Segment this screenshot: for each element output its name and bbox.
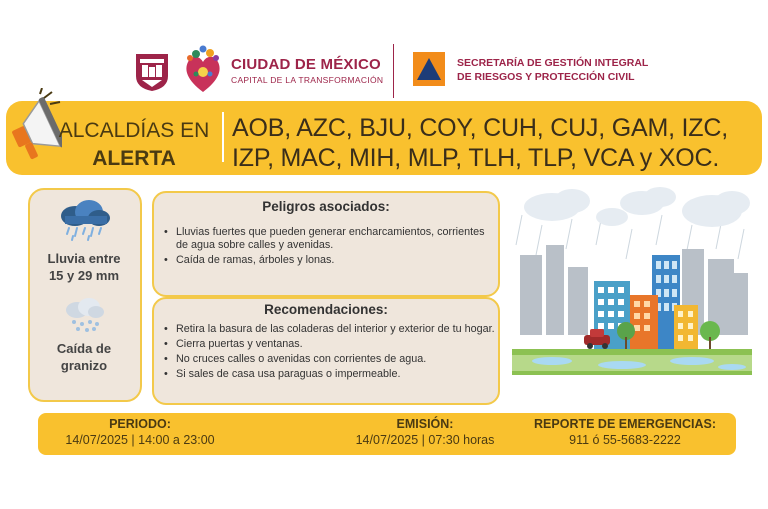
emergency-info	[522, 417, 728, 449]
alert-label-line1: ALCALDÍAS EN	[58, 119, 210, 142]
cdmx-title: CIUDAD DE MÉXICO	[231, 56, 381, 73]
municipality-codes-line2: IZP, MAC, MIH, MLP, TLH, TLP, VCA y XOC.	[232, 144, 720, 172]
alert-label-line2: ALERTA	[92, 147, 176, 170]
hail-label	[30, 340, 138, 374]
emission-info	[330, 417, 520, 449]
alert-label	[44, 117, 224, 173]
rain-cloud-icon	[55, 198, 113, 242]
heart-emblem-logo	[182, 44, 224, 96]
cdmx-subtitle: CAPITAL DE LA TRANSFORMACIÓN	[231, 75, 384, 85]
list-item: • No cruces calles o avenidas con corrientes de agua.	[160, 353, 496, 366]
civil-protection-logo	[412, 51, 446, 87]
period-value: 14/07/2025 | 14:00 a 23:00	[65, 433, 215, 447]
emergency-phone: 911 ó 55-5683-2222	[569, 433, 681, 447]
cdmx-brand	[231, 56, 383, 85]
list-item: • Cierra puertas y ventanas.	[160, 338, 496, 351]
period-label: PERIODO:	[109, 417, 171, 431]
list-item: • Lluvias fuertes que pueden generar encharcamientos, corrientes de agua sobre calles y avenidas.	[160, 226, 496, 252]
cdmx-shield-logo	[134, 52, 170, 92]
period-info	[50, 417, 230, 449]
list-item: • Caída de ramas, árboles y lonas.	[160, 254, 496, 267]
hazards-title: Peligros asociados:	[262, 199, 390, 214]
agency-name	[457, 56, 648, 84]
list-item: • Si sales de casa usa paraguas o impermeable.	[160, 368, 496, 381]
rain-label	[30, 250, 138, 284]
rainy-city-illustration	[512, 185, 752, 390]
recommendations-title: Recomendaciones:	[264, 302, 388, 317]
banner-divider	[222, 112, 224, 162]
rain-label-line1: Lluvia entre	[47, 251, 121, 266]
rain-label-line2: 15 y 29 mm	[48, 268, 120, 283]
list-item: • Retira la basura de las coladeras del interior y exterior de tu hogar.	[160, 323, 496, 336]
hail-cloud-icon	[62, 297, 106, 333]
emission-value: 14/07/2025 | 07:30 horas	[355, 433, 495, 447]
emission-label: EMISIÓN:	[396, 417, 454, 431]
emergency-label: REPORTE DE EMERGENCIAS:	[534, 417, 716, 431]
hail-label-line2: granizo	[60, 358, 108, 373]
header-divider	[393, 44, 394, 98]
agency-name-line2: DE RIESGOS Y PROTECCIÓN CIVIL	[457, 71, 635, 83]
recommendations-list	[160, 323, 496, 383]
municipality-codes-line1: AOB, AZC, BJU, COY, CUH, CUJ, GAM, IZC,	[232, 114, 728, 142]
agency-name-line1: SECRETARÍA DE GESTIÓN INTEGRAL	[457, 57, 649, 69]
hazards-list	[160, 226, 496, 269]
hail-label-line1: Caída de	[56, 341, 112, 356]
municipality-codes	[232, 113, 762, 173]
